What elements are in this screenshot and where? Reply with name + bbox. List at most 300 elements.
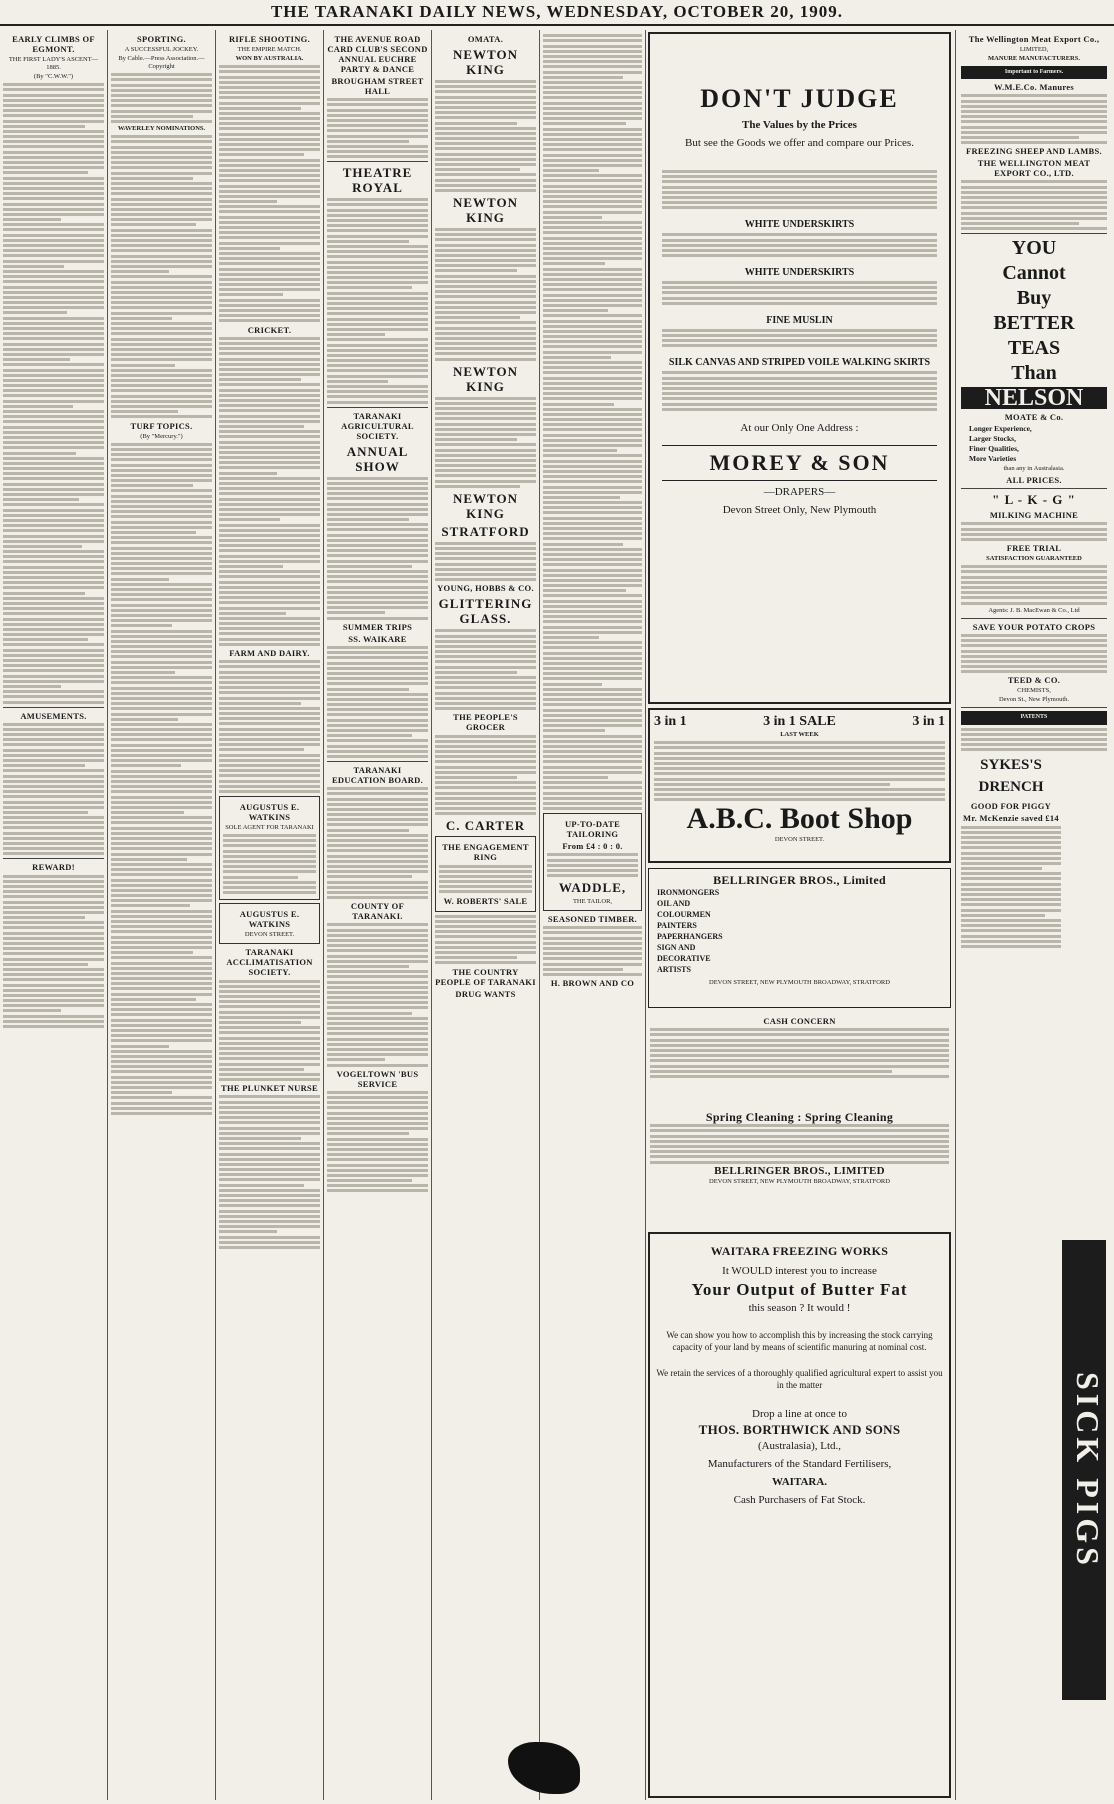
- text-line: [327, 1148, 428, 1151]
- column-2: [108, 32, 215, 1796]
- text-line: [111, 770, 212, 773]
- text-line: [111, 671, 175, 674]
- text-line: [111, 640, 212, 643]
- text-line: [111, 635, 212, 638]
- text-line: [543, 683, 602, 686]
- text-line: [219, 1220, 320, 1223]
- text-line: [327, 135, 428, 138]
- text-line: [543, 745, 642, 748]
- ad-text: We can show you how to accomplish this by increasing the stock carrying capacity of your land by means of scientific manuring at nominal cost.: [666, 1330, 933, 1352]
- text-line: [327, 1032, 428, 1035]
- text-line: [650, 1155, 949, 1158]
- text-line: [961, 728, 1107, 731]
- text-line: [327, 798, 428, 801]
- text-line: [435, 671, 517, 674]
- text-line: [219, 612, 286, 615]
- text-line: [543, 154, 642, 157]
- text-line: [543, 724, 642, 727]
- ad-title: THE PEOPLE'S GROCER: [453, 712, 518, 733]
- text-line: [435, 90, 536, 93]
- text-line: [3, 379, 104, 382]
- text-line: [435, 316, 520, 319]
- text-line: [3, 623, 104, 626]
- text-line: [435, 655, 536, 658]
- text-line: [543, 60, 642, 63]
- text-line: [961, 655, 1107, 658]
- article-heading: RIFLE SHOOTING.: [228, 34, 311, 44]
- text-line: [961, 634, 1107, 637]
- text-line: [3, 921, 104, 924]
- text-line: [435, 469, 536, 472]
- text-line: [327, 813, 428, 816]
- text-line: [219, 153, 304, 156]
- text-line: [111, 557, 212, 560]
- text-line: [111, 863, 212, 866]
- text-line: [662, 334, 937, 337]
- text-line: [543, 677, 642, 680]
- text-line: [111, 1102, 212, 1105]
- text-line: [3, 826, 104, 829]
- text-line: [327, 129, 428, 132]
- text-line: [219, 159, 320, 162]
- text-line: [543, 361, 642, 364]
- text-line: [219, 1000, 320, 1003]
- text-line: [543, 527, 642, 530]
- text-line: [543, 382, 642, 385]
- text-line: [435, 707, 536, 710]
- text-line: [543, 771, 642, 774]
- text-line: [327, 261, 428, 264]
- text-line: [961, 222, 1079, 225]
- masthead: THE TARANAKI DAILY NEWS, WEDNESDAY, OCTOBER 20, 1909.: [0, 0, 1114, 26]
- divider: [961, 488, 1107, 489]
- text-line: [650, 1075, 949, 1078]
- classifieds: [543, 34, 642, 810]
- ad-title: The Wellington Meat Export Co.,: [968, 34, 1100, 44]
- text-line: [111, 552, 212, 555]
- text-line: [111, 1008, 212, 1011]
- text-line: [543, 973, 642, 976]
- text-line: [662, 291, 937, 294]
- text-line: [223, 891, 316, 894]
- morey-advertisement: [648, 32, 951, 704]
- text-line: [111, 764, 181, 767]
- column-rule: [955, 30, 956, 1800]
- text-line: [654, 778, 945, 781]
- ad-headline: Buy: [1016, 287, 1052, 310]
- text-line: [435, 449, 536, 452]
- text-line: [327, 1122, 428, 1125]
- text-line: [219, 503, 320, 506]
- text-line: [219, 498, 320, 501]
- bell-line-2: COLOURMEN: [657, 910, 711, 919]
- text-line: [543, 278, 642, 281]
- text-line: [3, 759, 104, 762]
- text-line: [439, 885, 532, 888]
- text-line: [961, 105, 1107, 108]
- text-line: [219, 404, 320, 407]
- text-line: [219, 1111, 320, 1114]
- text-line: [219, 461, 320, 464]
- text-line: [327, 818, 428, 821]
- text-line: [111, 296, 212, 299]
- ad-title: THE COUNTRY PEOPLE OF TARANAKI: [435, 966, 536, 987]
- text-line: [111, 353, 212, 356]
- text-line: [662, 286, 937, 289]
- text-line: [219, 671, 320, 674]
- text-line: [650, 1150, 949, 1153]
- text-line: [111, 338, 212, 341]
- text-line: [111, 99, 212, 102]
- text-line: [543, 81, 642, 84]
- text-line: [650, 1161, 949, 1164]
- text-line: [3, 457, 104, 460]
- text-line: [961, 126, 1107, 129]
- text-line: [111, 738, 212, 741]
- text-line: [327, 482, 428, 485]
- text-line: [219, 985, 320, 988]
- text-line: [327, 1043, 428, 1046]
- ad-title: Spring Cleaning : Spring Cleaning: [705, 1110, 894, 1124]
- text-line: [111, 343, 212, 346]
- text-line: [3, 926, 104, 929]
- text-line: [111, 676, 212, 679]
- text-line: [327, 245, 428, 248]
- text-line: [961, 528, 1107, 531]
- text-line: [327, 281, 428, 284]
- text-line: [961, 924, 1061, 927]
- text-line: [111, 410, 178, 413]
- text-line: [961, 100, 1107, 103]
- ad-label: 3 in 1: [654, 714, 687, 729]
- text-line: [961, 862, 1061, 865]
- text-line: [3, 415, 104, 418]
- text-line: [435, 332, 536, 335]
- text-line: [3, 916, 85, 919]
- text-line: [662, 249, 937, 252]
- text-line: [3, 743, 104, 746]
- text-line: [219, 278, 320, 281]
- ad-title: SUMMER TRIPS: [342, 621, 413, 632]
- text-line: [219, 195, 320, 198]
- article-body: [111, 73, 212, 123]
- text-line: [3, 99, 104, 102]
- text-line: [3, 576, 104, 579]
- text-line: [435, 755, 536, 758]
- text-line: [435, 342, 536, 345]
- text-line: [219, 581, 320, 584]
- text-line: [223, 876, 298, 879]
- text-line: [435, 681, 536, 684]
- article-heading: TURF TOPICS.: [130, 420, 193, 431]
- text-line: [223, 881, 316, 884]
- text-line: [219, 591, 320, 594]
- ad-body: [662, 233, 937, 257]
- text-line: [219, 242, 320, 245]
- text-line: [111, 260, 212, 263]
- text-line: [543, 185, 642, 188]
- ad-headline: YOU: [1011, 237, 1057, 260]
- text-line: [435, 760, 536, 763]
- text-line: [327, 792, 428, 795]
- text-line: [650, 1039, 949, 1042]
- ad-title: W. ROBERTS' SALE: [443, 895, 528, 906]
- text-line: [327, 688, 409, 691]
- text-line: [435, 402, 536, 405]
- text-line: [543, 117, 642, 120]
- text-line: [327, 375, 428, 378]
- ad-brand: SYKES'S DRENCH: [978, 757, 1044, 796]
- ad-title: THEATRE ROYAL: [342, 165, 413, 196]
- text-line: [543, 174, 642, 177]
- text-line: [662, 397, 937, 400]
- text-line: [435, 347, 536, 350]
- ad-body: [543, 926, 642, 976]
- text-line: [650, 1033, 949, 1036]
- text-line: [219, 236, 320, 239]
- text-line: [327, 98, 428, 101]
- text-line: [327, 1017, 428, 1020]
- text-line: [219, 738, 320, 741]
- text-line: [3, 685, 61, 688]
- text-line: [111, 415, 212, 418]
- text-line: [219, 722, 320, 725]
- text-line: [327, 586, 428, 589]
- text-line: [327, 565, 412, 568]
- text-line: [543, 615, 642, 618]
- text-line: [3, 467, 104, 470]
- text-line: [327, 302, 428, 305]
- text-line: [111, 166, 212, 169]
- text-line: [327, 209, 428, 212]
- text-line: [327, 955, 428, 958]
- text-line: [961, 836, 1061, 839]
- ad-body: [435, 397, 536, 488]
- text-line: [435, 660, 536, 663]
- text-line: [654, 762, 945, 765]
- text-line: [961, 929, 1061, 932]
- text-line: [3, 374, 104, 377]
- text-line: [327, 1027, 428, 1030]
- bell-line-4: PAPERHANGERS: [657, 932, 723, 941]
- text-line: [3, 436, 104, 439]
- ad-address: DEVON STREET.: [774, 836, 825, 844]
- text-line: [327, 991, 428, 994]
- text-line: [543, 205, 642, 208]
- text-line: [3, 984, 104, 987]
- text-line: [111, 904, 190, 907]
- text-line: [219, 81, 320, 84]
- text-line: [223, 865, 316, 868]
- text-line: [435, 474, 536, 477]
- text-line: [111, 718, 178, 721]
- advertisement: [219, 903, 320, 944]
- text-line: [327, 271, 428, 274]
- text-line: [111, 1039, 212, 1042]
- text-line: [3, 680, 104, 683]
- text-line: [111, 987, 212, 990]
- text-line: [435, 542, 536, 545]
- text-line: [327, 255, 428, 258]
- text-line: [219, 764, 320, 767]
- text-line: [543, 392, 642, 395]
- text-line: [327, 860, 428, 863]
- text-line: [543, 449, 617, 452]
- text-line: [111, 203, 212, 206]
- text-line: [439, 875, 532, 878]
- text-line: [327, 214, 428, 217]
- ad-body: [662, 371, 937, 410]
- text-line: [111, 249, 212, 252]
- text-line: [435, 781, 536, 784]
- text-line: [219, 190, 320, 193]
- text-line: [111, 1019, 212, 1022]
- text-line: [327, 923, 428, 926]
- text-line: [543, 320, 642, 323]
- text-line: [111, 899, 212, 902]
- text-line: [3, 130, 104, 133]
- text-line: [543, 802, 642, 805]
- text-line: [327, 1064, 428, 1067]
- text-line: [219, 681, 320, 684]
- text-line: [219, 174, 320, 177]
- text-line: [327, 970, 428, 973]
- text-line: [435, 807, 536, 810]
- text-line: [111, 583, 212, 586]
- text-line: [111, 270, 169, 273]
- article-body: [3, 875, 104, 1028]
- text-line: [223, 844, 316, 847]
- text-line: [435, 269, 517, 272]
- text-line: [219, 1147, 320, 1150]
- text-line: [327, 503, 428, 506]
- text-line: [650, 1054, 949, 1057]
- text-line: [327, 1138, 428, 1141]
- text-line: [327, 224, 428, 227]
- text-line: [961, 919, 1061, 922]
- text-line: [219, 487, 320, 490]
- text-line: [435, 238, 536, 241]
- ad-subtitle: DEVON STREET.: [244, 931, 295, 939]
- text-line: [543, 366, 642, 369]
- text-line: [961, 903, 1061, 906]
- text-line: [543, 50, 642, 53]
- text-line: [543, 626, 642, 629]
- text-line: [111, 728, 212, 731]
- text-line: [219, 164, 320, 167]
- bell-line-0: IRONMONGERS: [657, 888, 720, 897]
- text-line: [111, 790, 212, 793]
- text-line: [327, 886, 428, 889]
- text-line: [111, 977, 212, 980]
- text-line: [543, 304, 642, 307]
- text-line: [111, 229, 212, 232]
- text-line: [219, 769, 320, 772]
- text-line: [543, 605, 642, 608]
- text-line: [219, 518, 280, 521]
- text-line: [219, 1073, 320, 1076]
- text-line: [111, 936, 212, 939]
- ad-subtitle: THE TAILOR,: [572, 898, 613, 906]
- text-line: [961, 591, 1107, 594]
- text-line: [327, 544, 428, 547]
- text-line: [435, 137, 536, 140]
- text-line: [543, 428, 642, 431]
- text-line: [111, 244, 212, 247]
- text-line: [219, 748, 304, 751]
- text-line: [219, 363, 320, 366]
- text-line: [435, 547, 536, 550]
- bell-line-1: OIL AND: [657, 899, 691, 908]
- text-line: [219, 717, 320, 720]
- ad-title: GLITTERING GLASS.: [438, 596, 533, 627]
- text-line: [111, 464, 212, 467]
- text-line: [111, 785, 212, 788]
- text-line: [435, 740, 536, 743]
- text-line: [543, 667, 642, 670]
- ad-title: UP-TO-DATE TAILORING: [564, 819, 621, 840]
- text-line: [3, 405, 73, 408]
- text-line: [543, 242, 642, 245]
- text-line: [961, 909, 1061, 912]
- text-line: [543, 403, 614, 406]
- text-line: [543, 454, 642, 457]
- text-line: [3, 566, 104, 569]
- column-6: [540, 32, 645, 1796]
- text-line: [219, 596, 320, 599]
- text-line: [3, 234, 104, 237]
- text-line: [543, 470, 642, 473]
- text-line: [961, 831, 1061, 834]
- text-line: [3, 140, 104, 143]
- text-line: [435, 412, 536, 415]
- text-line: [650, 1065, 949, 1068]
- ad-brand: TEED & CO.: [1007, 675, 1061, 686]
- text-line: [435, 802, 536, 805]
- text-line: [219, 617, 320, 620]
- text-line: [219, 231, 320, 234]
- text-line: [3, 223, 104, 226]
- text-line: [111, 578, 169, 581]
- text-line: [435, 750, 536, 753]
- text-line: [219, 1005, 320, 1008]
- text-line: [219, 1163, 320, 1166]
- ad-title: OMATA.: [467, 34, 504, 44]
- text-line: [543, 698, 642, 701]
- text-line: [435, 233, 536, 236]
- text-line: [543, 262, 605, 265]
- text-line: [435, 173, 536, 176]
- text-line: [961, 196, 1107, 199]
- text-line: [327, 103, 428, 106]
- text-line: [961, 867, 1042, 870]
- bellringer-advertisement: [648, 868, 951, 1008]
- text-line: [543, 797, 642, 800]
- text-line: [111, 369, 212, 372]
- text-line: [327, 672, 428, 675]
- advertisement: [219, 796, 320, 900]
- ad-body: [435, 542, 536, 581]
- ad-title: H. BROWN AND CO: [550, 978, 635, 989]
- text-line: [3, 317, 104, 320]
- text-line: [219, 1011, 320, 1014]
- ad-body: [650, 1028, 949, 1078]
- freezing-works-advertisement: [648, 1232, 951, 1798]
- text-line: [219, 1168, 320, 1171]
- text-line: [3, 462, 104, 465]
- text-line: [219, 425, 304, 428]
- text-line: [219, 107, 301, 110]
